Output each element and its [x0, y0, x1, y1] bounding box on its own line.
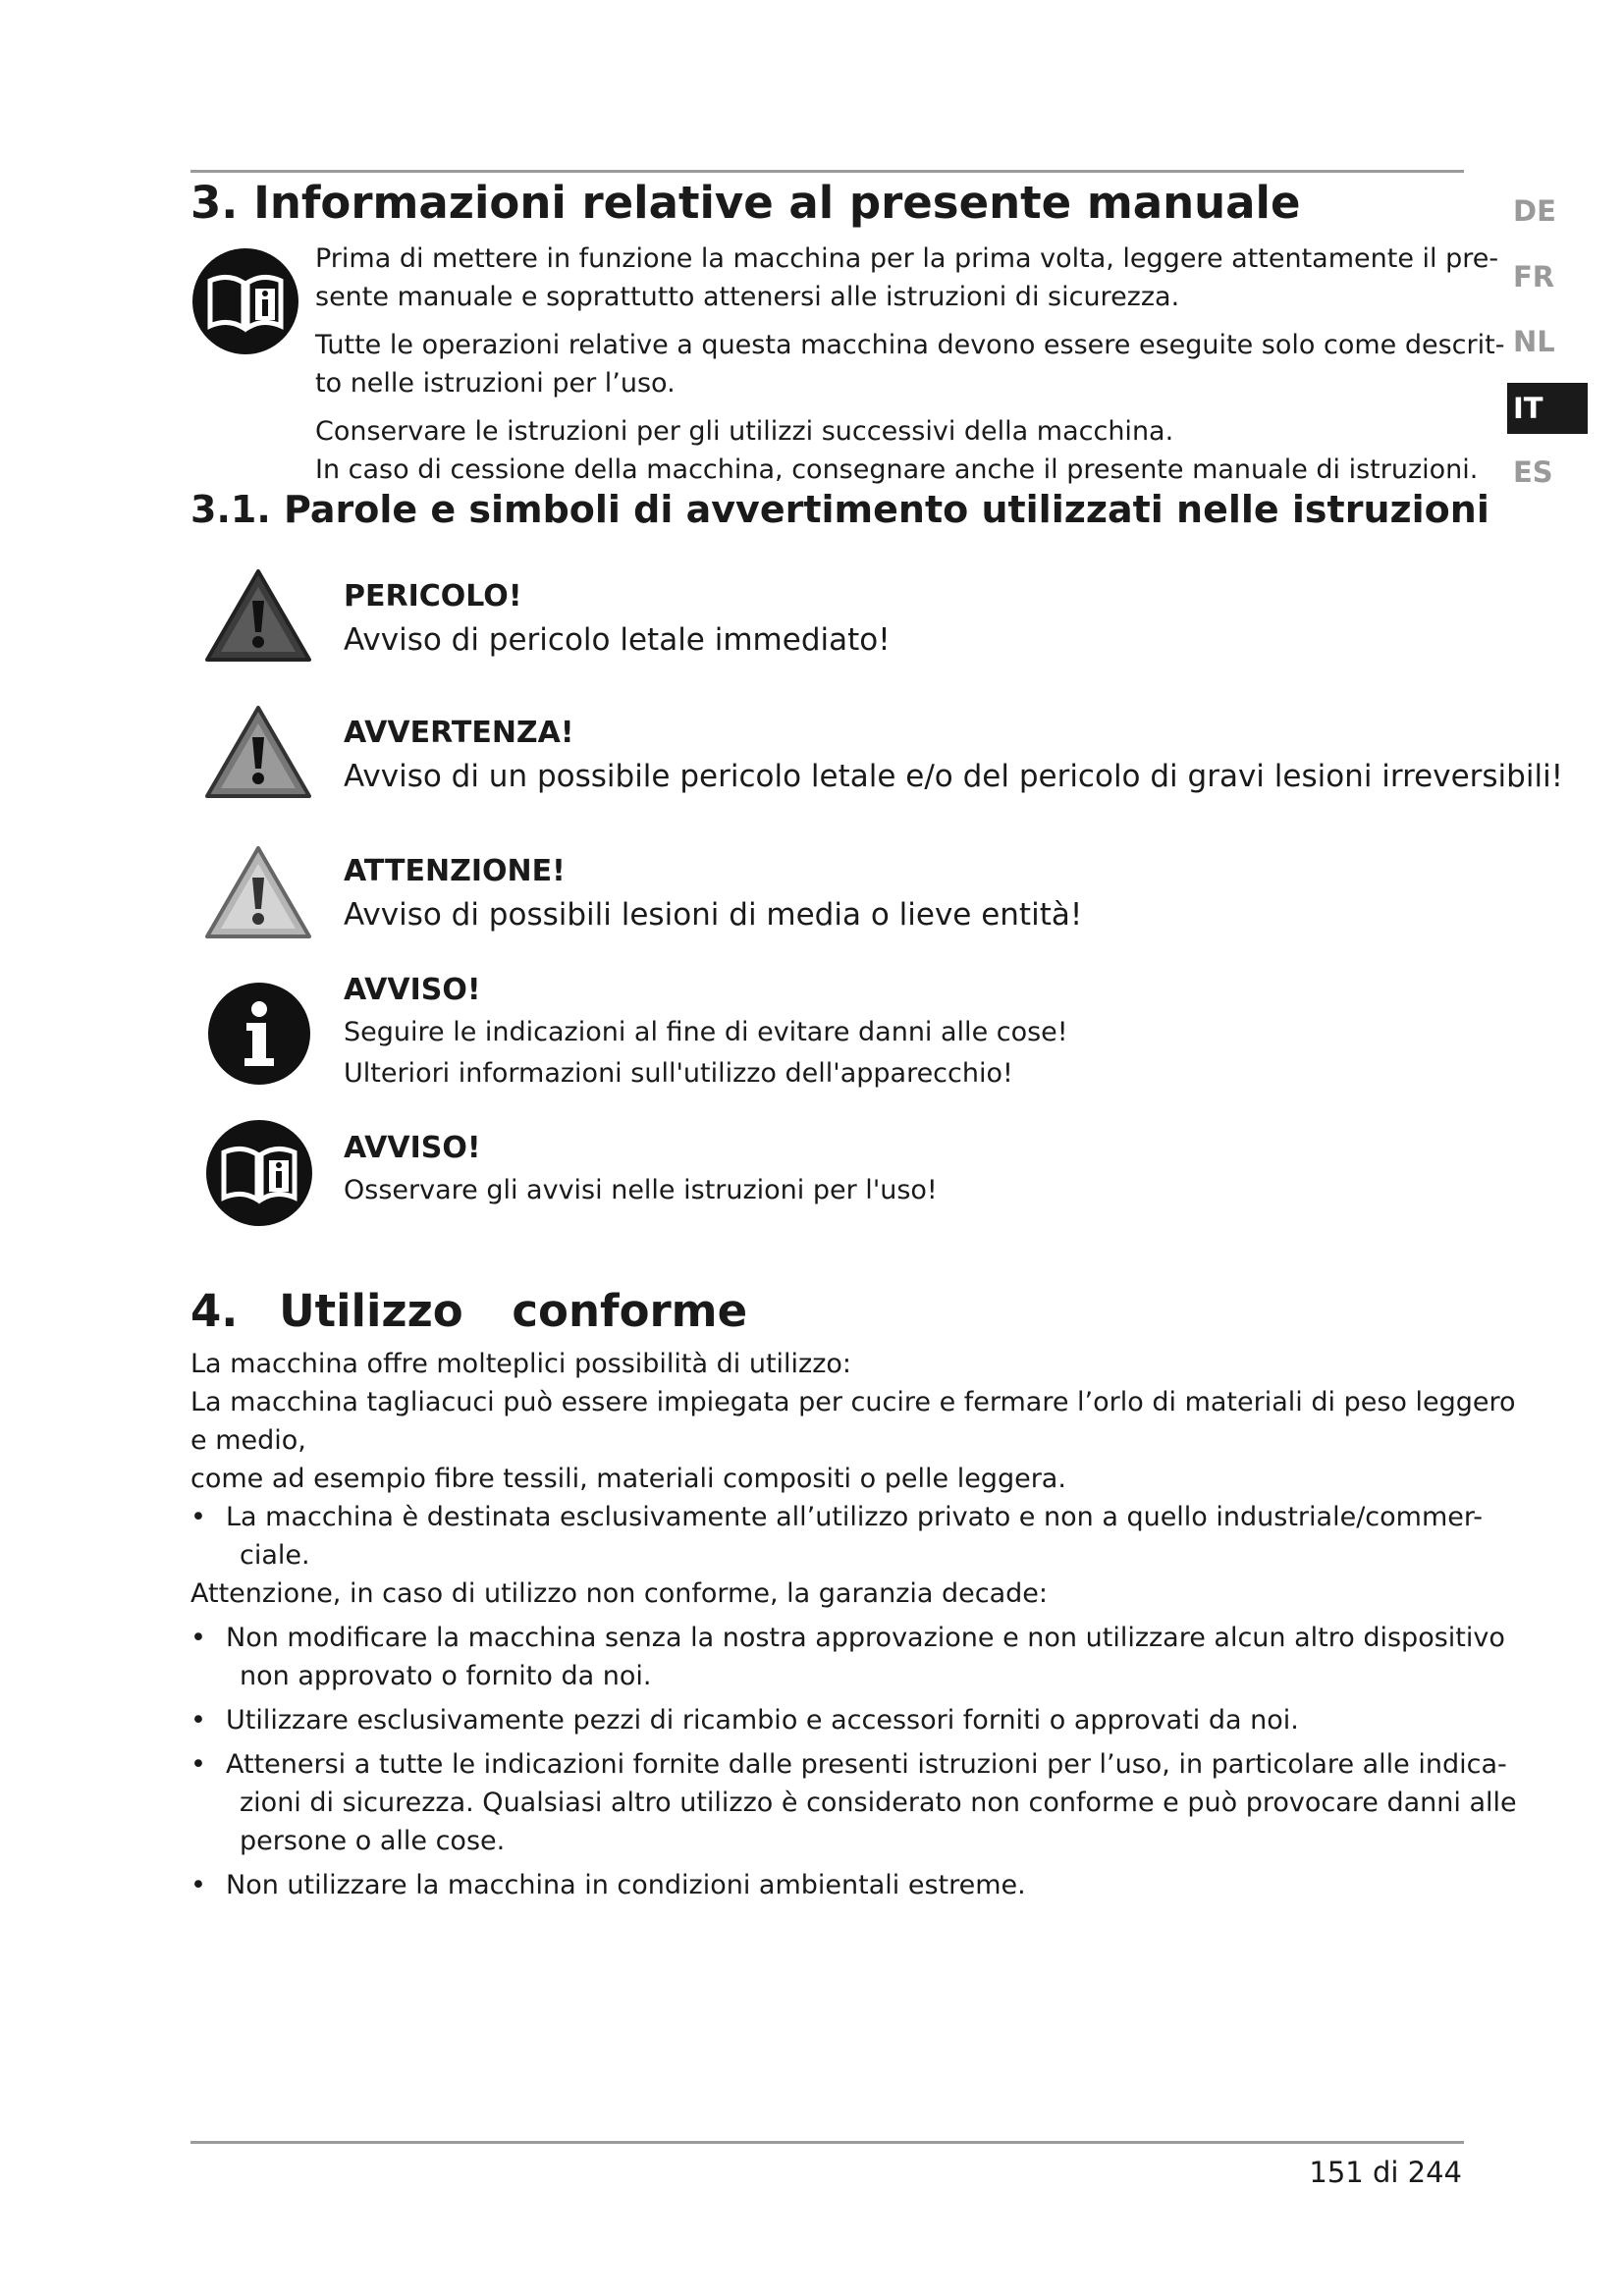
bullet-text: non approvato o fornito da noi.: [240, 1661, 652, 1691]
warning-text: Osservare gli avvisi nelle istruzioni per l'uso!: [344, 1175, 938, 1205]
warning-triangle-icon: [203, 704, 313, 800]
warning-title: PERICOLO!: [344, 579, 522, 614]
lang-tab-de[interactable]: DE: [1513, 194, 1556, 228]
bullet-item: [190, 1619, 1505, 1695]
lang-tab-fr[interactable]: FR: [1513, 260, 1555, 294]
bullet-mark: •: [190, 1870, 206, 1900]
warning-title: AVVISO!: [344, 1131, 481, 1165]
intro-line: Prima di mettere in funzione la macchina per la prima volta, leggere attentamente il pre-: [315, 243, 1499, 274]
warning-title: AVVISO!: [344, 973, 481, 1007]
caution-triangle-icon: [203, 844, 313, 940]
bullet-mark: •: [190, 1502, 206, 1532]
bullet-text: La macchina è destinata esclusivamente all’utilizzo privato e non a quello industriale/commer-: [226, 1502, 1483, 1532]
intro-line: to nelle istruzioni per l’uso.: [315, 368, 676, 399]
section-number: 4.: [190, 1285, 239, 1337]
bullet-text: persone o alle cose.: [240, 1826, 506, 1856]
bullet-item: [190, 1498, 1483, 1575]
bullet-mark: •: [190, 1749, 206, 1780]
section-number: 3.: [190, 177, 239, 229]
paragraph-line: La macchina tagliacuci può essere impiegata per cucire e fermare l’orlo di materiali di peso leggero: [190, 1387, 1516, 1417]
bullet-mark: •: [190, 1705, 206, 1735]
bullet-item: [190, 1745, 1517, 1860]
bullet-text: Non utilizzare la macchina in condizioni ambientali estreme.: [226, 1870, 1026, 1900]
bullet-text: Attenersi a tutte le indicazioni fornite dalle presenti istruzioni per l’uso, in particolare alle indica-: [226, 1749, 1507, 1780]
bullet-text: Non modificare la macchina senza la nostra approvazione e non utilizzare alcun altro dispositivo: [226, 1623, 1505, 1653]
section-3-heading: [190, 177, 1300, 229]
page-number: 151 di 244: [1309, 2156, 1462, 2189]
intro-line: Tutte le operazioni relative a questa macchina devono essere eseguite solo come descrit-: [315, 330, 1505, 360]
bullet-item: [190, 1866, 1467, 1904]
paragraph-line: Attenzione, in caso di utilizzo non conforme, la garanzia decade:: [190, 1578, 1048, 1609]
section-4-heading: [190, 1285, 747, 1337]
section-title-part: conforme: [512, 1285, 748, 1337]
manual-book-icon: [204, 1117, 314, 1229]
footer-rule: [190, 2141, 1464, 2144]
warning-text: Ulteriori informazioni sull'utilizzo dell'apparecchio!: [344, 1058, 1013, 1089]
section-3-1-heading: [190, 488, 1489, 531]
header-rule: [190, 170, 1464, 173]
warning-avviso-manual: [344, 1127, 1473, 1211]
info-circle-icon: [205, 980, 313, 1088]
warning-avviso-info: [344, 969, 1473, 1095]
warning-attenzione: [344, 850, 1473, 936]
warning-avvertenza: [344, 712, 1564, 798]
bullet-item: [190, 1701, 1467, 1739]
section-3-intro: [315, 240, 1505, 489]
bullet-text: Utilizzare esclusivamente pezzi di ricambio e accessori forniti o approvati da noi.: [226, 1705, 1299, 1735]
intro-line: sente manuale e soprattutto attenersi alle istruzioni di sicurezza.: [315, 282, 1180, 312]
lang-tab-it[interactable]: IT: [1507, 383, 1588, 434]
lang-tab-es[interactable]: ES: [1513, 455, 1553, 489]
manual-book-icon: [190, 245, 300, 357]
section-title-part: Utilizzo: [279, 1285, 463, 1337]
paragraph-line: La macchina offre molteplici possibilità di utilizzo:: [190, 1349, 852, 1379]
warning-text: Avviso di un possibile pericolo letale e/o del pericolo di gravi lesioni irreversibili!: [344, 759, 1564, 794]
intro-line: Conservare le istruzioni per gli utilizzi successivi della macchina.: [315, 416, 1174, 447]
warning-text: Avviso di pericolo letale immediato!: [344, 622, 891, 658]
section-title: Parole e simboli di avvertimento utilizzati nelle istruzioni: [284, 488, 1489, 531]
section-4-body: [190, 1345, 1517, 1904]
bullet-text: ciale.: [240, 1540, 310, 1571]
warning-text: Avviso di possibili lesioni di media o lieve entità!: [344, 897, 1083, 933]
paragraph-line: come ad esempio fibre tessili, materiali compositi o pelle leggera.: [190, 1464, 1066, 1494]
warning-title: AVVERTENZA!: [344, 716, 574, 750]
warning-title: ATTENZIONE!: [344, 854, 566, 888]
section-title: Informazioni relative al presente manuale: [253, 177, 1301, 229]
warning-text: Seguire le indicazioni al fine di evitare danni alle cose!: [344, 1017, 1068, 1047]
section-number: 3.1.: [190, 488, 271, 531]
warning-pericolo: [344, 575, 1473, 662]
danger-triangle-icon: [203, 567, 313, 664]
paragraph-line: e medio,: [190, 1425, 306, 1456]
bullet-mark: •: [190, 1623, 206, 1653]
lang-tab-nl[interactable]: NL: [1513, 325, 1555, 358]
bullet-text: zioni di sicurezza. Qualsiasi altro utilizzo è considerato non conforme e può provocare danni alle: [240, 1788, 1517, 1818]
intro-line: In caso di cessione della macchina, consegnare anche il presente manuale di istruzioni.: [315, 454, 1479, 485]
